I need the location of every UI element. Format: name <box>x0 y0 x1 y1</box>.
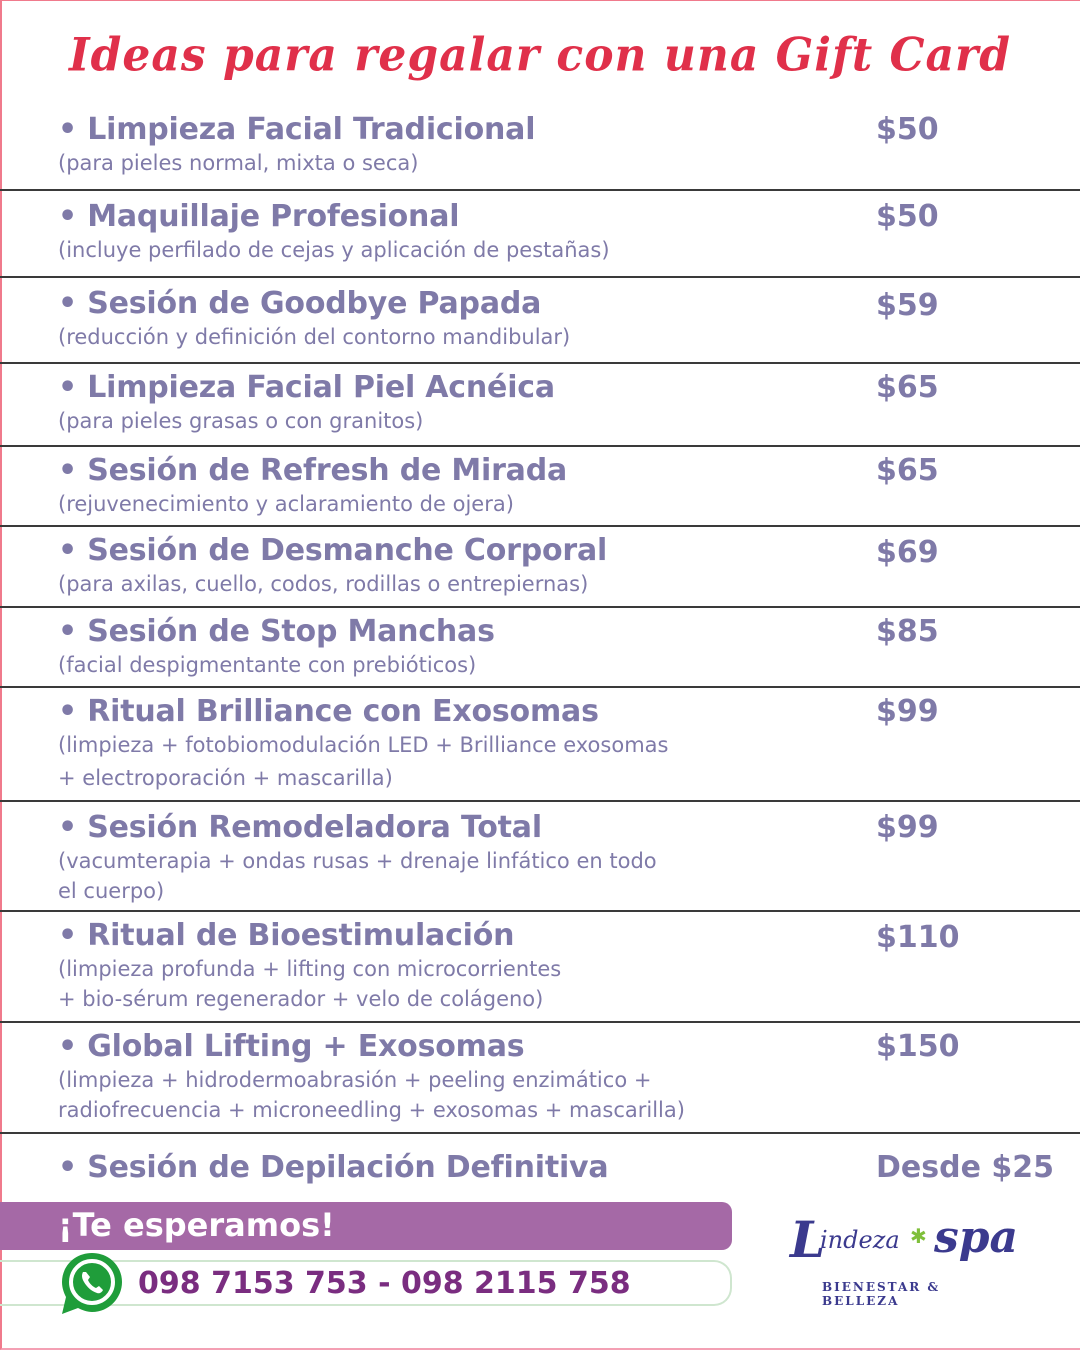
service-desc: radiofrecuencia + microneedling + exosomas + mascarilla) <box>58 1098 685 1122</box>
service-name: • Sesión de Goodbye Papada <box>58 286 542 321</box>
service-row <box>0 447 1080 527</box>
service-name: • Ritual Brilliance con Exosomas <box>58 694 599 729</box>
services-list <box>0 104 1080 1204</box>
service-desc: (para pieles normal, mixta o seca) <box>58 151 419 175</box>
service-desc: (reducción y definición del contorno mandibular) <box>58 325 571 349</box>
service-name: • Sesión de Desmanche Corporal <box>58 533 608 568</box>
lindeza-spa-logo <box>790 1210 1020 1308</box>
logo-name: indeza <box>820 1226 900 1254</box>
service-desc: (para axilas, cuello, codos, rodillas o entrepiernas) <box>58 572 589 596</box>
logo-tagline: BIENESTAR & BELLEZA <box>822 1280 941 1308</box>
service-desc: el cuerpo) <box>58 879 165 903</box>
service-name: • Limpieza Facial Tradicional <box>58 112 536 147</box>
service-desc: (rejuvenecimiento y aclaramiento de ojera) <box>58 492 514 516</box>
service-row <box>0 104 1080 191</box>
welcome-banner <box>0 1202 732 1250</box>
service-desc: (facial despigmentante con prebióticos) <box>58 653 477 677</box>
service-desc: (incluye perfilado de cejas y aplicación de pestañas) <box>58 238 610 262</box>
service-price: $110 <box>876 920 960 955</box>
service-price: $50 <box>876 112 939 147</box>
whatsapp-icon[interactable] <box>58 1250 126 1318</box>
service-row <box>0 191 1080 278</box>
service-price: $59 <box>876 288 939 323</box>
service-price: Desde $25 <box>876 1150 1054 1185</box>
logo-initial: L <box>790 1210 826 1269</box>
leaf-star-icon: ✱ <box>910 1224 927 1248</box>
service-name: • Limpieza Facial Piel Acnéica <box>58 370 555 405</box>
service-desc: + electroporación + mascarilla) <box>58 766 393 790</box>
service-row <box>0 278 1080 364</box>
service-price: $99 <box>876 694 939 729</box>
service-price: $150 <box>876 1029 960 1064</box>
service-row <box>0 527 1080 608</box>
logo-spa: spa <box>934 1212 1019 1263</box>
service-row <box>0 912 1080 1023</box>
service-desc: + bio-sérum regenerador + velo de colágeno) <box>58 987 544 1011</box>
service-row <box>0 1134 1080 1204</box>
service-name: • Sesión Remodeladora Total <box>58 810 542 845</box>
service-desc: (para pieles grasas o con granitos) <box>58 409 424 433</box>
service-row <box>0 688 1080 802</box>
service-desc: (limpieza + fotobiomodulación LED + Brilliance exosomas <box>58 733 669 757</box>
service-row <box>0 802 1080 912</box>
welcome-text: ¡Te esperamos! <box>58 1206 335 1244</box>
service-price: $69 <box>876 535 939 570</box>
service-desc: (limpieza + hidrodermoabrasión + peeling enzimático + <box>58 1068 652 1092</box>
service-name: • Ritual de Bioestimulación <box>58 918 515 953</box>
service-price: $50 <box>876 199 939 234</box>
service-price: $85 <box>876 614 939 649</box>
service-desc: (vacumterapia + ondas rusas + drenaje linfático en todo <box>58 849 657 873</box>
service-price: $65 <box>876 370 939 405</box>
service-name: • Sesión de Refresh de Mirada <box>58 453 568 488</box>
service-name: • Sesión de Depilación Definitiva <box>58 1150 609 1185</box>
service-price: $65 <box>876 453 939 488</box>
service-name: • Global Lifting + Exosomas <box>58 1029 525 1064</box>
service-desc: (limpieza profunda + lifting con microcorrientes <box>58 957 562 981</box>
service-row <box>0 608 1080 688</box>
phone-numbers[interactable]: 098 7153 753 - 098 2115 758 <box>138 1266 631 1301</box>
service-name: • Maquillaje Profesional <box>58 199 460 234</box>
service-name: • Sesión de Stop Manchas <box>58 614 495 649</box>
page-title: Ideas para regalar con una Gift Card <box>69 28 1011 83</box>
service-row <box>0 1023 1080 1134</box>
service-row <box>0 364 1080 447</box>
service-price: $99 <box>876 810 939 845</box>
